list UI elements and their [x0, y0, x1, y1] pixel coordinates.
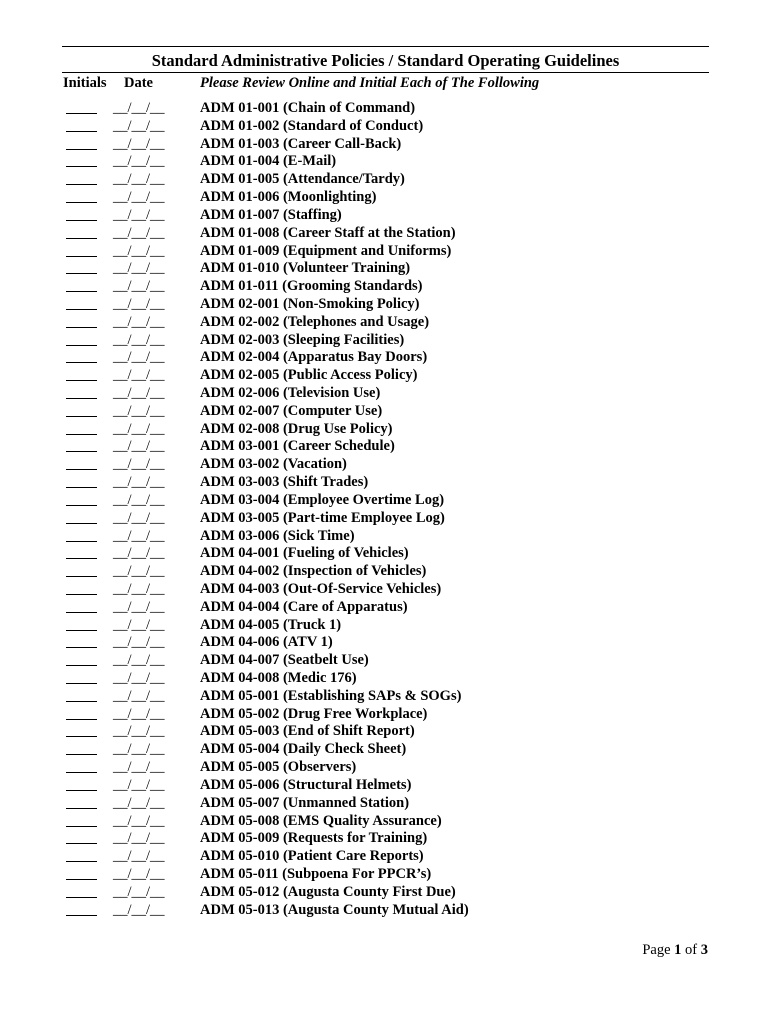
list-item [0, 296, 770, 314]
date-blank[interactable]: __/__/__ [113, 242, 165, 259]
date-blank[interactable]: __/__/__ [113, 260, 165, 277]
initials-blank[interactable] [66, 166, 97, 167]
initials-blank[interactable] [66, 345, 97, 346]
policy-item-label: ADM 03-002 (Vacation) [200, 456, 347, 473]
date-blank[interactable]: __/__/__ [113, 206, 165, 223]
date-blank[interactable]: __/__/__ [113, 135, 165, 152]
initials-blank[interactable] [66, 665, 97, 666]
list-item [0, 581, 770, 599]
list-item [0, 759, 770, 777]
date-blank[interactable]: __/__/__ [113, 723, 165, 740]
date-blank[interactable]: __/__/__ [113, 598, 165, 615]
list-item [0, 510, 770, 528]
initials-blank[interactable] [66, 220, 97, 221]
initials-blank[interactable] [66, 505, 97, 506]
initials-blank[interactable] [66, 612, 97, 613]
date-blank[interactable]: __/__/__ [113, 295, 165, 312]
date-blank[interactable]: __/__/__ [113, 100, 165, 116]
date-blank[interactable]: __/__/__ [113, 171, 165, 188]
policy-item-label: ADM 05-013 (Augusta County Mutual Aid) [200, 901, 469, 918]
initials-blank[interactable] [66, 808, 97, 809]
date-blank[interactable]: __/__/__ [113, 616, 165, 633]
list-item [0, 207, 770, 225]
date-blank[interactable]: __/__/__ [113, 741, 165, 758]
list-item [0, 243, 770, 261]
initials-blank[interactable] [66, 487, 97, 488]
policy-item-label: ADM 05-006 (Structural Helmets) [200, 776, 412, 793]
policy-item-label: ADM 04-006 (ATV 1) [200, 634, 333, 651]
date-blank[interactable]: __/__/__ [113, 883, 165, 900]
date-blank[interactable]: __/__/__ [113, 117, 165, 134]
date-blank[interactable]: __/__/__ [113, 402, 165, 419]
initials-blank[interactable] [66, 416, 97, 417]
list-item [0, 278, 770, 296]
policy-item-label: ADM 05-012 (Augusta County First Due) [200, 883, 456, 900]
initials-blank[interactable] [66, 380, 97, 381]
list-item [0, 688, 770, 706]
list-item [0, 100, 770, 118]
date-blank[interactable]: __/__/__ [113, 527, 165, 544]
policy-item-label: ADM 02-005 (Public Access Policy) [200, 367, 418, 384]
policy-item-label: ADM 01-006 (Moonlighting) [200, 189, 377, 206]
list-item [0, 741, 770, 759]
initials-blank[interactable] [66, 541, 97, 542]
initials-blank[interactable] [66, 701, 97, 702]
column-header-initials: Initials [63, 75, 107, 91]
list-item [0, 545, 770, 563]
date-blank[interactable]: __/__/__ [113, 313, 165, 330]
policy-item-label: ADM 02-008 (Drug Use Policy) [200, 420, 393, 437]
of-word: of [685, 942, 698, 958]
policy-item-label: ADM 01-009 (Equipment and Uniforms) [200, 242, 452, 259]
initials-blank[interactable] [66, 647, 97, 648]
date-blank[interactable]: __/__/__ [113, 687, 165, 704]
policy-item-label: ADM 05-009 (Requests for Training) [200, 830, 428, 847]
column-header-date: Date [124, 75, 153, 91]
initials-blank[interactable] [66, 256, 97, 257]
initials-blank[interactable] [66, 309, 97, 310]
list-item [0, 795, 770, 813]
initials-blank[interactable] [66, 879, 97, 880]
date-blank[interactable]: __/__/__ [113, 278, 165, 295]
date-blank[interactable]: __/__/__ [113, 794, 165, 811]
initials-blank[interactable] [66, 754, 97, 755]
policy-item-label: ADM 01-002 (Standard of Conduct) [200, 117, 424, 134]
date-blank[interactable]: __/__/__ [113, 331, 165, 348]
list-item [0, 332, 770, 350]
list-item [0, 492, 770, 510]
policy-item-label: ADM 05-010 (Patient Care Reports) [200, 848, 424, 865]
page-title: Standard Administrative Policies / Standard Operating Guidelines [151, 51, 620, 70]
list-item [0, 260, 770, 278]
page-word: Page [642, 942, 671, 958]
policy-item-label: ADM 04-007 (Seatbelt Use) [200, 652, 369, 669]
list-item [0, 225, 770, 243]
list-item [0, 902, 770, 920]
initials-blank[interactable] [66, 434, 97, 435]
initials-blank[interactable] [66, 843, 97, 844]
initials-blank[interactable] [66, 790, 97, 791]
list-item [0, 723, 770, 741]
list-item [0, 367, 770, 385]
initials-blank[interactable] [66, 719, 97, 720]
list-item [0, 171, 770, 189]
date-blank[interactable]: __/__/__ [113, 224, 165, 241]
policy-item-label: ADM 04-005 (Truck 1) [200, 616, 342, 633]
date-blank[interactable]: __/__/__ [113, 848, 165, 865]
policy-item-label: ADM 01-008 (Career Staff at the Station) [200, 224, 456, 241]
date-blank[interactable]: __/__/__ [113, 491, 165, 508]
policy-item-label: ADM 05-005 (Observers) [200, 759, 357, 776]
date-blank[interactable]: __/__/__ [113, 545, 165, 562]
page-current: 1 [674, 942, 682, 958]
date-blank[interactable]: __/__/__ [113, 509, 165, 526]
initials-blank[interactable] [66, 327, 97, 328]
policy-item-label: ADM 05-001 (Establishing SAPs & SOGs) [200, 687, 462, 704]
policy-item-label: ADM 01-001 (Chain of Command) [200, 100, 416, 116]
policy-item-label: ADM 03-003 (Shift Trades) [200, 474, 369, 491]
top-rule [62, 46, 709, 47]
initials-blank[interactable] [66, 736, 97, 737]
policy-item-label: ADM 02-006 (Television Use) [200, 385, 381, 401]
date-blank[interactable]: __/__/__ [113, 634, 165, 651]
date-blank[interactable]: __/__/__ [113, 474, 165, 491]
date-blank[interactable]: __/__/__ [113, 189, 165, 206]
initials-blank[interactable] [66, 897, 97, 898]
date-blank[interactable]: __/__/__ [113, 865, 165, 882]
list-item [0, 118, 770, 136]
date-blank[interactable]: __/__/__ [113, 420, 165, 437]
initials-blank[interactable] [66, 184, 97, 185]
initials-blank[interactable] [66, 772, 97, 773]
date-blank[interactable]: __/__/__ [113, 812, 165, 829]
date-blank[interactable]: __/__/__ [113, 349, 165, 366]
policy-item-label: ADM 02-002 (Telephones and Usage) [200, 313, 430, 330]
initials-blank[interactable] [66, 362, 97, 363]
policy-item-label: ADM 03-006 (Sick Time) [200, 527, 355, 544]
date-blank[interactable]: __/__/__ [113, 367, 165, 384]
initials-blank[interactable] [66, 131, 97, 132]
list-item [0, 563, 770, 581]
list-item [0, 314, 770, 332]
initials-blank[interactable] [66, 291, 97, 292]
date-blank[interactable]: __/__/__ [113, 830, 165, 847]
policy-item-label: ADM 05-002 (Drug Free Workplace) [200, 705, 428, 722]
date-blank[interactable]: __/__/__ [113, 438, 165, 455]
initials-blank[interactable] [66, 594, 97, 595]
date-blank[interactable]: __/__/__ [113, 456, 165, 473]
policy-item-label: ADM 02-004 (Apparatus Bay Doors) [200, 349, 428, 366]
column-header-instruction: Please Review Online and Initial Each of The Following [200, 75, 540, 91]
list-item [0, 866, 770, 884]
initials-blank[interactable] [66, 630, 97, 631]
date-blank[interactable]: __/__/__ [113, 153, 165, 170]
list-item [0, 403, 770, 421]
policy-item-label: ADM 01-011 (Grooming Standards) [200, 278, 423, 295]
policy-item-label: ADM 01-010 (Volunteer Training) [200, 260, 411, 277]
list-item [0, 670, 770, 688]
policy-item-label: ADM 05-004 (Daily Check Sheet) [200, 741, 407, 758]
initials-blank[interactable] [66, 398, 97, 399]
initials-blank[interactable] [66, 238, 97, 239]
policy-item-label: ADM 01-004 (E-Mail) [200, 153, 337, 170]
policy-item-label: ADM 01-005 (Attendance/Tardy) [200, 171, 405, 188]
initials-blank[interactable] [66, 202, 97, 203]
policy-item-label: ADM 01-003 (Career Call-Back) [200, 135, 402, 152]
policy-item-label: ADM 04-002 (Inspection of Vehicles) [200, 563, 427, 580]
date-blank[interactable]: __/__/__ [113, 705, 165, 722]
policy-item-label: ADM 04-003 (Out-Of-Service Vehicles) [200, 580, 442, 597]
list-item [0, 848, 770, 866]
policy-item-label: ADM 05-011 (Subpoena For PPCR’s) [200, 865, 432, 882]
initials-blank[interactable] [66, 558, 97, 559]
list-item [0, 474, 770, 492]
initials-blank[interactable] [66, 915, 97, 916]
initials-blank[interactable] [66, 861, 97, 862]
list-item [0, 830, 770, 848]
policy-item-label: ADM 03-004 (Employee Overtime Log) [200, 491, 445, 508]
page-total: 3 [700, 942, 708, 958]
page-number [642, 941, 708, 959]
policy-item-label: ADM 04-008 (Medic 176) [200, 670, 357, 686]
date-blank[interactable]: __/__/__ [113, 563, 165, 580]
list-item [0, 421, 770, 439]
policy-item-label: ADM 05-007 (Unmanned Station) [200, 794, 410, 811]
title-rule [62, 72, 709, 73]
list-item [0, 634, 770, 652]
policy-item-label: ADM 02-007 (Computer Use) [200, 402, 383, 419]
date-blank[interactable]: __/__/__ [113, 670, 165, 686]
list-item [0, 153, 770, 171]
policy-item-label: ADM 04-001 (Fueling of Vehicles) [200, 545, 409, 562]
date-blank[interactable]: __/__/__ [113, 759, 165, 776]
policy-item-label: ADM 05-008 (EMS Quality Assurance) [200, 812, 442, 829]
list-item [0, 777, 770, 795]
date-blank[interactable]: __/__/__ [113, 776, 165, 793]
date-blank[interactable]: __/__/__ [113, 901, 165, 918]
initials-blank[interactable] [66, 523, 97, 524]
list-item [0, 349, 770, 367]
policy-item-label: ADM 03-001 (Career Schedule) [200, 438, 395, 455]
list-item [0, 136, 770, 154]
initials-blank[interactable] [66, 683, 97, 684]
date-blank[interactable]: __/__/__ [113, 652, 165, 669]
date-blank[interactable]: __/__/__ [113, 580, 165, 597]
list-item [0, 456, 770, 474]
initials-blank[interactable] [66, 273, 97, 274]
policy-item-label: ADM 01-007 (Staffing) [200, 206, 342, 223]
date-blank[interactable]: __/__/__ [113, 385, 165, 401]
list-item [0, 385, 770, 403]
list-item [0, 813, 770, 831]
policy-item-label: ADM 02-003 (Sleeping Facilities) [200, 331, 405, 348]
initials-blank[interactable] [66, 826, 97, 827]
initials-blank[interactable] [66, 451, 97, 452]
initials-blank[interactable] [66, 469, 97, 470]
list-item [0, 189, 770, 207]
policy-item-label: ADM 03-005 (Part-time Employee Log) [200, 509, 445, 526]
list-item [0, 652, 770, 670]
list-item [0, 617, 770, 635]
policy-item-label: ADM 02-001 (Non-Smoking Policy) [200, 295, 420, 312]
policy-list [0, 100, 770, 919]
list-item [0, 884, 770, 902]
policy-item-label: ADM 04-004 (Care of Apparatus) [200, 598, 408, 615]
initials-blank[interactable] [66, 149, 97, 150]
policy-item-label: ADM 05-003 (End of Shift Report) [200, 723, 415, 740]
list-item [0, 599, 770, 617]
initials-blank[interactable] [66, 113, 97, 114]
list-item [0, 706, 770, 724]
list-item [0, 438, 770, 456]
initials-blank[interactable] [66, 576, 97, 577]
list-item [0, 528, 770, 546]
